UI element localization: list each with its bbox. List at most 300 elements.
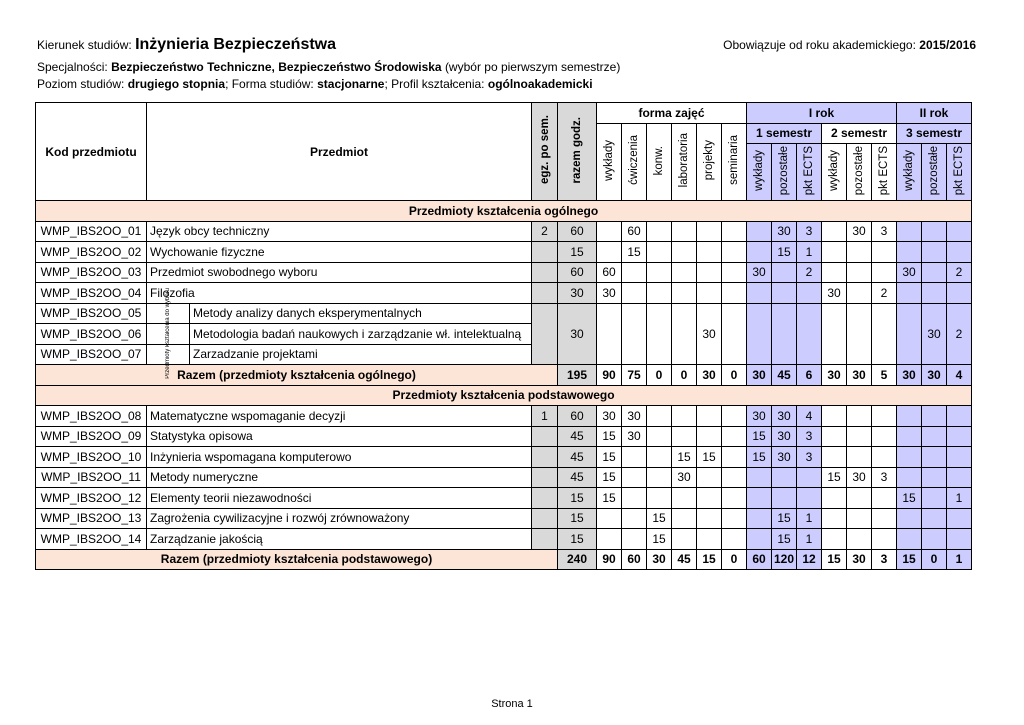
kierunek-label: Kierunek studiów: bbox=[37, 38, 132, 52]
table-cell bbox=[897, 508, 922, 529]
table-cell bbox=[922, 221, 947, 242]
course-code: WMP_IBS2OO_12 bbox=[36, 488, 147, 509]
forma-col: seminaria bbox=[722, 123, 747, 201]
table-row bbox=[36, 488, 972, 509]
sem3-header: 3 semestr bbox=[897, 123, 972, 144]
table-cell: 3 bbox=[872, 221, 897, 242]
course-code: WMP_IBS2OO_06 bbox=[36, 324, 147, 345]
course-name: Statystyka opisowa bbox=[147, 426, 532, 447]
table-cell bbox=[872, 508, 897, 529]
table-cell bbox=[897, 529, 922, 550]
table-cell bbox=[647, 406, 672, 427]
course-code: WMP_IBS2OO_05 bbox=[36, 303, 147, 324]
course-code: WMP_IBS2OO_02 bbox=[36, 242, 147, 263]
table-cell: 1 bbox=[947, 488, 972, 509]
table-cell: 15 bbox=[647, 508, 672, 529]
table-cell: 60 bbox=[558, 221, 597, 242]
table-cell bbox=[822, 508, 847, 529]
table-cell bbox=[532, 529, 558, 550]
table-cell bbox=[697, 467, 722, 488]
sum-cell: 15 bbox=[697, 549, 722, 570]
sum-cell: 90 bbox=[597, 365, 622, 386]
table-cell bbox=[922, 426, 947, 447]
table-cell: 1 bbox=[797, 529, 822, 550]
table-cell bbox=[747, 242, 772, 263]
table-cell bbox=[722, 426, 747, 447]
poziom-value: drugiego stopnia bbox=[127, 77, 226, 91]
table-cell: 15 bbox=[772, 242, 797, 263]
table-cell bbox=[822, 262, 847, 283]
sum-cell: 45 bbox=[672, 549, 697, 570]
sum-cell: 30 bbox=[822, 365, 847, 386]
table-cell bbox=[647, 303, 672, 365]
course-code: WMP_IBS2OO_09 bbox=[36, 426, 147, 447]
table-cell bbox=[772, 283, 797, 304]
sem-col: pozostałe bbox=[922, 144, 947, 201]
table-cell bbox=[672, 488, 697, 509]
table-cell bbox=[897, 467, 922, 488]
table-cell bbox=[622, 303, 647, 365]
forma-col: ćwiczenia bbox=[622, 123, 647, 201]
course-name: Zarzadzanie projektami bbox=[147, 344, 532, 365]
table-cell bbox=[722, 262, 747, 283]
course-name: Matematyczne wspomaganie decyzji bbox=[147, 406, 532, 427]
table-cell: 60 bbox=[558, 406, 597, 427]
table-cell bbox=[797, 303, 822, 365]
table-row bbox=[36, 283, 972, 304]
table-cell bbox=[872, 406, 897, 427]
table-cell bbox=[697, 283, 722, 304]
table-cell: 30 bbox=[558, 303, 597, 365]
sum-cell: 12 bbox=[797, 549, 822, 570]
course-name: Wychowanie fizyczne bbox=[147, 242, 532, 263]
table-cell bbox=[822, 406, 847, 427]
table-cell bbox=[647, 221, 672, 242]
table-cell bbox=[597, 221, 622, 242]
table-cell: 15 bbox=[597, 488, 622, 509]
table-cell bbox=[722, 529, 747, 550]
table-cell: 2 bbox=[947, 303, 972, 365]
table-cell: 30 bbox=[697, 303, 722, 365]
table-cell bbox=[872, 529, 897, 550]
obowiazuje-line bbox=[723, 38, 976, 52]
sum-label: Razem (przedmioty kształcenia ogólnego) bbox=[36, 365, 558, 386]
sum-cell: 30 bbox=[847, 365, 872, 386]
sum-cell: 60 bbox=[622, 549, 647, 570]
course-code: WMP_IBS2OO_10 bbox=[36, 447, 147, 468]
table-cell: 15 bbox=[558, 488, 597, 509]
table-row bbox=[36, 447, 972, 468]
kierunek-value: Inżynieria Bezpieczeństwa bbox=[135, 36, 337, 53]
table-cell bbox=[747, 488, 772, 509]
table-cell: 15 bbox=[822, 467, 847, 488]
table-cell: 30 bbox=[772, 447, 797, 468]
table-cell: 30 bbox=[847, 221, 872, 242]
table-cell bbox=[947, 221, 972, 242]
table-cell bbox=[922, 447, 947, 468]
table-cell bbox=[622, 508, 647, 529]
table-cell bbox=[747, 467, 772, 488]
table-cell bbox=[647, 447, 672, 468]
sem1-header: 1 semestr bbox=[747, 123, 822, 144]
table-cell bbox=[872, 303, 897, 365]
table-cell: 4 bbox=[797, 406, 822, 427]
table-cell bbox=[922, 488, 947, 509]
sem-col: pkt ECTS bbox=[947, 144, 972, 201]
table-cell bbox=[922, 467, 947, 488]
profil-label: ; Profil kształcenia: bbox=[384, 77, 485, 91]
sum-row bbox=[36, 549, 972, 570]
table-cell bbox=[822, 242, 847, 263]
table-cell: 30 bbox=[747, 406, 772, 427]
table-cell bbox=[772, 467, 797, 488]
table-cell bbox=[697, 221, 722, 242]
table-cell bbox=[847, 529, 872, 550]
ii-rok-header: II rok bbox=[897, 103, 972, 124]
table-cell: 45 bbox=[558, 426, 597, 447]
table-cell bbox=[722, 508, 747, 529]
course-code: WMP_IBS2OO_13 bbox=[36, 508, 147, 529]
obowiazuje-label: Obowiązuje od roku akademickiego: bbox=[723, 38, 916, 52]
forma-label: ; Forma studiów: bbox=[225, 77, 314, 91]
table-cell bbox=[647, 283, 672, 304]
table-cell bbox=[822, 447, 847, 468]
table-cell bbox=[847, 488, 872, 509]
section-header: Przedmioty kształcenia ogólnego bbox=[36, 201, 972, 222]
sum-cell: 195 bbox=[558, 365, 597, 386]
table-cell bbox=[897, 447, 922, 468]
sum-cell: 30 bbox=[647, 549, 672, 570]
course-name: Elementy teorii niezawodności bbox=[147, 488, 532, 509]
table-cell: 30 bbox=[897, 262, 922, 283]
table-cell bbox=[622, 467, 647, 488]
table-cell: 30 bbox=[847, 467, 872, 488]
table-cell bbox=[697, 242, 722, 263]
table-cell bbox=[597, 303, 622, 365]
table-cell bbox=[872, 488, 897, 509]
table-cell: 30 bbox=[922, 303, 947, 365]
table-cell: 15 bbox=[747, 426, 772, 447]
table-cell: 2 bbox=[797, 262, 822, 283]
table-cell: 30 bbox=[597, 406, 622, 427]
table-row bbox=[36, 303, 972, 324]
course-name: Przedmioty kształcenia do wyboru Metodologia badań naukowych i zarządzanie wł. intelektualną bbox=[147, 324, 532, 345]
sum-cell: 0 bbox=[672, 365, 697, 386]
course-code: WMP_IBS2OO_14 bbox=[36, 529, 147, 550]
table-cell bbox=[947, 508, 972, 529]
sum-cell: 30 bbox=[922, 365, 947, 386]
table-cell bbox=[897, 242, 922, 263]
sum-cell: 3 bbox=[872, 549, 897, 570]
sum-cell: 30 bbox=[697, 365, 722, 386]
table-cell bbox=[672, 242, 697, 263]
table-cell bbox=[847, 447, 872, 468]
table-cell bbox=[722, 488, 747, 509]
sum-cell: 45 bbox=[772, 365, 797, 386]
table-cell bbox=[747, 303, 772, 365]
sem-col: wykłady bbox=[897, 144, 922, 201]
table-cell bbox=[647, 426, 672, 447]
table-cell bbox=[722, 303, 747, 365]
table-cell bbox=[622, 262, 647, 283]
sum-cell: 0 bbox=[722, 365, 747, 386]
elective-note: Przedmioty kształcenia do wyboru bbox=[164, 288, 171, 380]
table-row bbox=[36, 221, 972, 242]
table-cell bbox=[922, 529, 947, 550]
table-row bbox=[36, 467, 972, 488]
table-row bbox=[36, 262, 972, 283]
table-cell: 15 bbox=[772, 508, 797, 529]
table-cell bbox=[947, 283, 972, 304]
table-cell bbox=[847, 426, 872, 447]
table-cell: 15 bbox=[597, 447, 622, 468]
table-cell bbox=[697, 262, 722, 283]
sem-col: pkt ECTS bbox=[797, 144, 822, 201]
sum-cell: 15 bbox=[822, 549, 847, 570]
table-cell: 3 bbox=[872, 467, 897, 488]
table-cell: 15 bbox=[747, 447, 772, 468]
table-cell bbox=[797, 467, 822, 488]
table-cell bbox=[532, 262, 558, 283]
table-cell bbox=[847, 508, 872, 529]
course-name: Filozofia bbox=[147, 283, 532, 304]
table-cell bbox=[947, 242, 972, 263]
course-name: Przedmiot swobodnego wyboru bbox=[147, 262, 532, 283]
table-cell: 30 bbox=[558, 283, 597, 304]
table-cell: 30 bbox=[747, 262, 772, 283]
course-code: WMP_IBS2OO_03 bbox=[36, 262, 147, 283]
table-cell bbox=[647, 467, 672, 488]
table-cell bbox=[897, 303, 922, 365]
table-cell bbox=[672, 262, 697, 283]
forma-col: laboratoria bbox=[672, 123, 697, 201]
spec-label: Specjalności: bbox=[37, 60, 108, 74]
table-cell bbox=[947, 447, 972, 468]
table-cell bbox=[747, 508, 772, 529]
table-cell: 45 bbox=[558, 467, 597, 488]
forma-zajec-header: forma zajęć bbox=[597, 103, 747, 124]
table-cell bbox=[947, 467, 972, 488]
course-code: WMP_IBS2OO_11 bbox=[36, 467, 147, 488]
table-cell bbox=[722, 221, 747, 242]
table-cell bbox=[947, 426, 972, 447]
table-cell: 15 bbox=[597, 426, 622, 447]
table-cell bbox=[922, 242, 947, 263]
table-cell bbox=[532, 426, 558, 447]
table-cell: 3 bbox=[797, 447, 822, 468]
spec-note: (wybór po pierwszym semestrze) bbox=[444, 60, 621, 74]
table-cell: 3 bbox=[797, 426, 822, 447]
course-name: Inżynieria wspomagana komputerowo bbox=[147, 447, 532, 468]
forma-value: stacjonarne bbox=[317, 77, 385, 91]
sum-label: Razem (przedmioty kształcenia podstawowego) bbox=[36, 549, 558, 570]
sum-cell: 30 bbox=[747, 365, 772, 386]
table-cell bbox=[872, 447, 897, 468]
table-cell bbox=[897, 221, 922, 242]
table-cell bbox=[847, 242, 872, 263]
sum-cell: 30 bbox=[847, 549, 872, 570]
sem-col: pozostałe bbox=[847, 144, 872, 201]
sem-col: pozostałe bbox=[772, 144, 797, 201]
table-cell: 30 bbox=[822, 283, 847, 304]
table-cell bbox=[722, 283, 747, 304]
table-cell bbox=[722, 467, 747, 488]
forma-col: konw. bbox=[647, 123, 672, 201]
forma-col: projekty bbox=[697, 123, 722, 201]
sum-cell: 60 bbox=[747, 549, 772, 570]
table-cell: 2 bbox=[872, 283, 897, 304]
table-cell bbox=[847, 283, 872, 304]
table-cell bbox=[647, 262, 672, 283]
table-cell: 15 bbox=[558, 508, 597, 529]
table-cell: 1 bbox=[797, 242, 822, 263]
specjalnosci-line bbox=[37, 60, 620, 74]
table-cell: 15 bbox=[558, 242, 597, 263]
table-cell bbox=[672, 508, 697, 529]
table-cell bbox=[532, 303, 558, 365]
table-cell: 30 bbox=[622, 426, 647, 447]
course-name: Metody analizy danych eksperymentalnych bbox=[147, 303, 532, 324]
profil-value: ogólnoakademicki bbox=[487, 77, 593, 91]
table-cell bbox=[697, 406, 722, 427]
sum-cell: 30 bbox=[897, 365, 922, 386]
table-cell bbox=[847, 303, 872, 365]
table-cell: 2 bbox=[947, 262, 972, 283]
table-cell: 15 bbox=[897, 488, 922, 509]
table-cell bbox=[922, 262, 947, 283]
table-cell bbox=[922, 508, 947, 529]
table-cell bbox=[872, 242, 897, 263]
course-name: Metody numeryczne bbox=[147, 467, 532, 488]
table-cell bbox=[747, 221, 772, 242]
col-egz: egz. po sem. bbox=[532, 103, 558, 201]
table-cell bbox=[872, 426, 897, 447]
table-cell bbox=[822, 221, 847, 242]
kierunek-line bbox=[37, 36, 336, 54]
sum-cell: 1 bbox=[947, 549, 972, 570]
table-cell bbox=[922, 406, 947, 427]
table-cell: 15 bbox=[558, 529, 597, 550]
table-cell: 60 bbox=[558, 262, 597, 283]
sem2-header: 2 semestr bbox=[822, 123, 897, 144]
table-cell: 30 bbox=[597, 283, 622, 304]
table-cell bbox=[772, 488, 797, 509]
table-cell: 15 bbox=[597, 467, 622, 488]
table-cell bbox=[747, 283, 772, 304]
table-cell bbox=[847, 262, 872, 283]
table-cell bbox=[897, 406, 922, 427]
table-cell: 60 bbox=[597, 262, 622, 283]
table-cell bbox=[697, 529, 722, 550]
table-cell bbox=[622, 447, 647, 468]
table-cell: 1 bbox=[532, 406, 558, 427]
sum-cell: 120 bbox=[772, 549, 797, 570]
table-cell bbox=[822, 488, 847, 509]
table-cell: 30 bbox=[772, 406, 797, 427]
table-cell: 45 bbox=[558, 447, 597, 468]
table-row bbox=[36, 426, 972, 447]
table-cell bbox=[622, 283, 647, 304]
sum-cell: 0 bbox=[647, 365, 672, 386]
table-cell bbox=[822, 529, 847, 550]
table-cell bbox=[922, 283, 947, 304]
table-cell bbox=[532, 242, 558, 263]
section-header: Przedmioty kształcenia podstawowego bbox=[36, 385, 972, 406]
sum-cell: 0 bbox=[722, 549, 747, 570]
sem-col: pkt ECTS bbox=[872, 144, 897, 201]
sum-cell: 5 bbox=[872, 365, 897, 386]
table-cell: 15 bbox=[697, 447, 722, 468]
table-row bbox=[36, 242, 972, 263]
sum-cell: 4 bbox=[947, 365, 972, 386]
table-cell: 30 bbox=[772, 426, 797, 447]
course-code: WMP_IBS2OO_08 bbox=[36, 406, 147, 427]
table-cell bbox=[797, 283, 822, 304]
table-cell: 60 bbox=[622, 221, 647, 242]
table-cell bbox=[597, 508, 622, 529]
table-cell bbox=[947, 406, 972, 427]
study-plan-table bbox=[35, 102, 972, 570]
col-kod: Kod przedmiotu bbox=[36, 103, 147, 201]
table-cell bbox=[697, 426, 722, 447]
table-cell: 30 bbox=[622, 406, 647, 427]
table-cell: 15 bbox=[647, 529, 672, 550]
course-name: Zagrożenia cywilizacyjne i rozwój zrównoważony bbox=[147, 508, 532, 529]
table-cell bbox=[532, 508, 558, 529]
sum-cell: 75 bbox=[622, 365, 647, 386]
table-cell bbox=[532, 447, 558, 468]
table-cell bbox=[622, 488, 647, 509]
poziom-label: Poziom studiów: bbox=[37, 77, 125, 91]
table-cell bbox=[597, 242, 622, 263]
poziom-line bbox=[37, 77, 593, 91]
sum-cell: 0 bbox=[922, 549, 947, 570]
table-cell bbox=[797, 488, 822, 509]
table-cell: 15 bbox=[622, 242, 647, 263]
col-przedmiot: Przedmiot bbox=[147, 103, 532, 201]
col-razem: razem godz. bbox=[558, 103, 597, 201]
table-cell bbox=[747, 529, 772, 550]
table-row bbox=[36, 529, 972, 550]
obowiazuje-value: 2015/2016 bbox=[919, 38, 976, 52]
sum-cell: 240 bbox=[558, 549, 597, 570]
table-cell bbox=[822, 426, 847, 447]
sum-cell: 90 bbox=[597, 549, 622, 570]
table-cell bbox=[872, 262, 897, 283]
table-cell bbox=[722, 447, 747, 468]
table-cell bbox=[772, 262, 797, 283]
table-cell bbox=[897, 283, 922, 304]
sum-row bbox=[36, 365, 972, 386]
course-name: Język obcy techniczny bbox=[147, 221, 532, 242]
table-cell bbox=[897, 426, 922, 447]
course-code: WMP_IBS2OO_07 bbox=[36, 344, 147, 365]
table-cell bbox=[597, 529, 622, 550]
page-footer: Strona 1 bbox=[491, 698, 533, 710]
table-cell bbox=[722, 406, 747, 427]
table-cell bbox=[772, 303, 797, 365]
course-code: WMP_IBS2OO_01 bbox=[36, 221, 147, 242]
table-cell bbox=[532, 488, 558, 509]
table-cell: 30 bbox=[672, 467, 697, 488]
sem-col: wykłady bbox=[747, 144, 772, 201]
table-cell bbox=[672, 529, 697, 550]
course-name: Zarządzanie jakością bbox=[147, 529, 532, 550]
table-cell bbox=[532, 283, 558, 304]
table-cell bbox=[622, 529, 647, 550]
i-rok-header: I rok bbox=[747, 103, 897, 124]
table-cell bbox=[847, 406, 872, 427]
